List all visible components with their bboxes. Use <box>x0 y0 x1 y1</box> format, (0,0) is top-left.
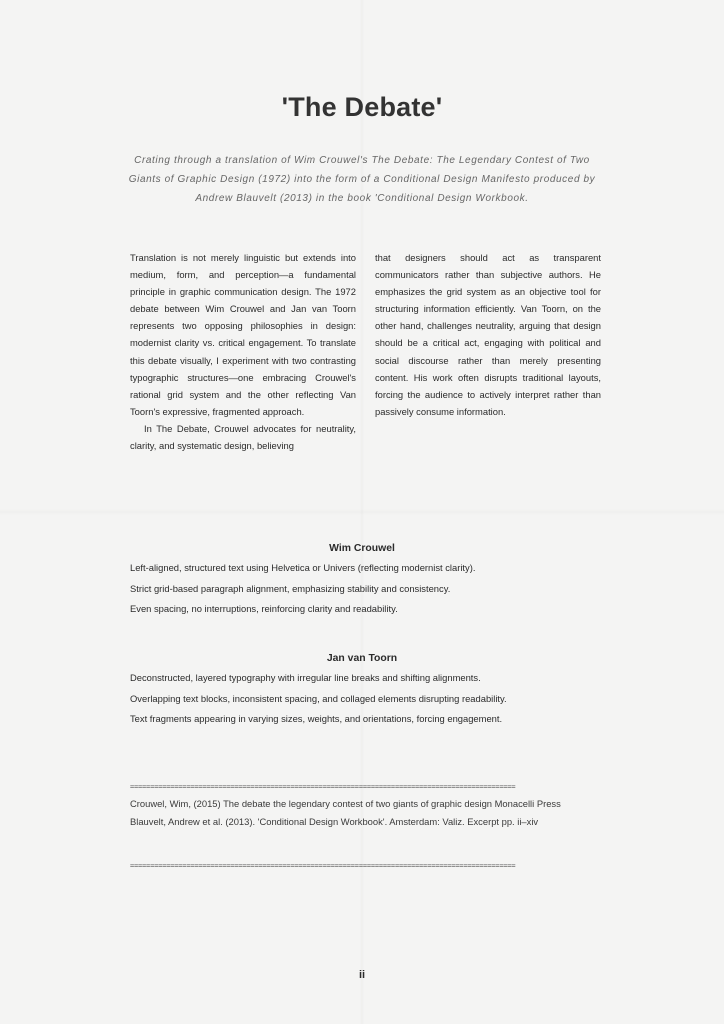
reference-item: Blauvelt, Andrew et al. (2013). 'Conditional Design Workbook'. Amsterdam: Valiz. Excerpt pp. ii–xiv <box>130 815 539 827</box>
references <box>130 795 595 830</box>
crouwel-note: Strict grid-based paragraph alignment, emphasizing stability and consistency. <box>130 582 451 594</box>
subtitle: Crating through a translation of Wim Crouwel's The Debate: The Legendary Contest of Two Giants of Graphic Design (1972) into the form of a Conditional Design Manifesto produced by Andrew Blauvelt (2013) in the book 'Conditional Design Workbook. <box>128 155 596 204</box>
body-column-right <box>375 249 601 420</box>
van-toorn-heading: Jan van Toorn <box>326 653 398 664</box>
body-paragraph: In The Debate, Crouwel advocates for neutrality, clarity, and systematic design, believing <box>130 422 356 452</box>
page-title: 'The Debate' <box>281 92 443 122</box>
crouwel-note: Left-aligned, structured text using Helvetica or Univers (reflecting modernist clarity). <box>130 562 476 573</box>
body-paragraph: that designers should act as transparent communicators rather than subjective authors. He emphasizes the grid system as an objective tool for structuring information efficiently. Van Toorn, on the other hand, challenges neutrality, arguing that design should be a critical act, engaging with political and social discourse rather than merely presenting content. His work often disrupts traditional layouts, forcing the audience to actively interpret rather than passively consume information. <box>375 252 601 417</box>
crouwel-heading: Wim Crouwel <box>329 543 395 554</box>
crouwel-note: Even spacing, no interruptions, reinforcing clarity and readability. <box>130 603 398 614</box>
van-toorn-notes <box>130 668 600 730</box>
van-toorn-note: Text fragments appearing in varying sizes, weights, and orientations, forcing engagement. <box>130 713 503 724</box>
divider-bottom: ================================================================================================ <box>130 862 516 870</box>
body-column-left <box>130 249 356 454</box>
crouwel-notes <box>130 558 600 620</box>
body-paragraph: Translation is not merely linguistic but extends into medium, form, and perception—a fundamental principle in graphic communication design. The 1972 debate between Wim Crouwel and Jan van Toorn represents two opposing philosophies in design: modernist clarity vs. critical engagement. To translate this debate visually, I experiment with two contrasting typographic structures—one embracing Crouwel's rational grid system and the other reflecting Van Toorn's expressive, fragmented approach. <box>130 252 356 417</box>
van-toorn-note: Deconstructed, layered typography with irregular line breaks and shifting alignments. <box>130 672 481 683</box>
divider-top: ================================================================================================ <box>130 783 516 791</box>
page-number: ii <box>358 969 366 981</box>
reference-item: Crouwel, Wim, (2015) The debate the legendary contest of two giants of graphic design Monacelli Press <box>130 798 561 809</box>
van-toorn-note: Overlapping text blocks, inconsistent spacing, and collaged elements disrupting readability. <box>130 692 507 704</box>
